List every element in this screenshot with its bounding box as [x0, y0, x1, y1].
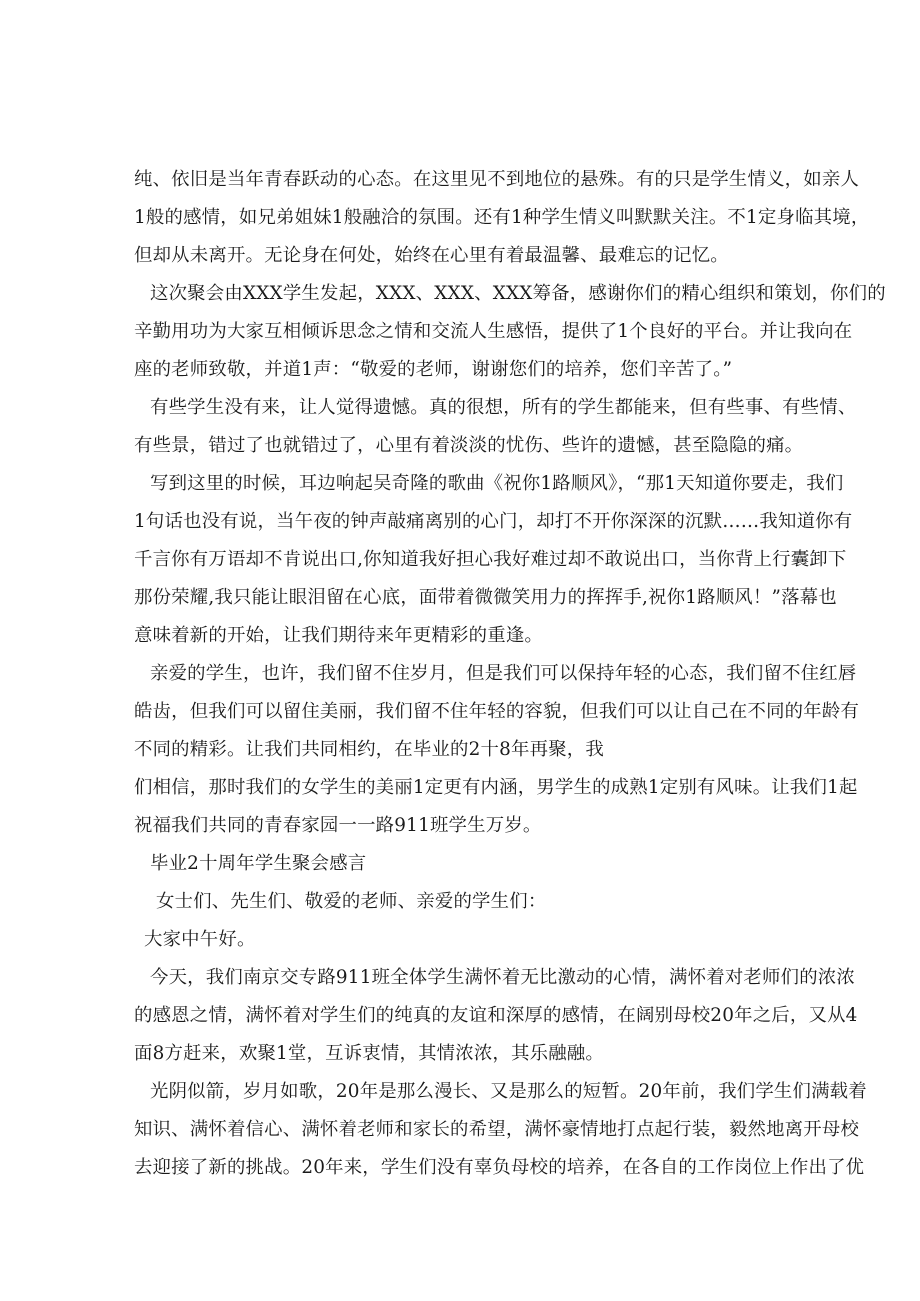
text-line: 们相信，那时我们的女学生的美丽1定更有内涵，男学生的成熟1定别有风味。让我们1起: [134, 777, 858, 798]
text-line: 纯、依旧是当年青春跃动的心态。在这里见不到地位的悬殊。有的只是学生情义，如亲人: [134, 169, 860, 190]
salutation: 女士们、先生们、敬爱的老师、亲爱的学生们：: [156, 891, 547, 912]
section-heading: 毕业2十周年学生聚会感言: [150, 853, 367, 874]
text-line: 面8方赶来，欢聚1堂，互诉衷情，其情浓浓，其乐融融。: [134, 1043, 604, 1064]
text-line: 意味着新的开始，让我们期待来年更精彩的重逢。: [134, 625, 543, 646]
text-line: 1句话也没有说，当午夜的钟声敲痛离别的心门，却打不开你深深的沉默……我知道你有: [134, 511, 853, 532]
text-line: 不同的精彩。让我们共同相约，在毕业的2十8年再聚，我: [134, 739, 604, 760]
text-line: 1般的感情，如兄弟姐妹1般融洽的氛围。还有1种学生情义叫默默关注。不1定身临其境，: [134, 207, 870, 228]
text-line: 但却从未离开。无论身在何处，始终在心里有着最温馨、最难忘的记忆。: [134, 245, 729, 266]
text-line: 座的老师致敬，并道1声：“敬爱的老师，谢谢您们的培养，您们辛苦了。”: [134, 359, 733, 380]
text-line: 千言你有万语却不肯说出口,你知道我好担心我好难过却不敢说出口，当你背上行囊卸下: [134, 549, 847, 570]
paragraph-first-line: 光阴似箭，岁月如歌，20年是那么漫长、又是那么的短暂。20年前，我们学生们满载着: [150, 1081, 867, 1102]
text-line: 的感恩之情，满怀着对学生们的纯真的友谊和深厚的感情，在阔别母校20年之后，又从4: [134, 1005, 858, 1026]
text-line: 去迎接了新的挑战。20年来，学生们没有辜负母校的培养，在各自的工作岗位上作出了优: [134, 1157, 865, 1178]
paragraph-first-line: 今天，我们南京交专路911班全体学生满怀着无比激动的心情，满怀着对老师们的浓浓: [150, 967, 855, 988]
text-line: 辛勤用功为大家互相倾诉思念之情和交流人生感悟，提供了1个良好的平台。并让我向在: [134, 321, 853, 342]
paragraph-first-line: 这次聚会由XXX学生发起，XXX、XXX、XXX筹备，感谢你们的精心组织和策划，你们的: [150, 283, 886, 304]
greeting: 大家中午好。: [144, 929, 256, 950]
text-line: 那份荣耀,我只能让眼泪留在心底，面带着微微笑用力的挥挥手,祝你1路顺风！”落幕也: [134, 587, 837, 608]
paragraph-first-line: 写到这里的时候，耳边响起吴奇隆的歌曲《祝你1路顺风》，“那1天知道你要走，我们: [150, 473, 844, 494]
paragraph-first-line: 有些学生没有来，让人觉得遗憾。真的很想，所有的学生都能来，但有些事、有些情、: [150, 397, 857, 418]
text-line: 有些景，错过了也就错过了，心里有着淡淡的忧伤、些许的遗憾，甚至隐隐的痛。: [134, 435, 804, 456]
text-line: 皓齿，但我们可以留住美丽，我们留不住年轻的容貌，但我们可以让自己在不同的年龄有: [134, 701, 860, 722]
paragraph-first-line: 亲爱的学生，也许，我们留不住岁月，但是我们可以保持年轻的心态，我们留不住红唇: [150, 663, 857, 684]
text-line: 知识、满怀着信心、满怀着老师和家长的希望，满怀豪情地打点起行装，毅然地离开母校: [134, 1119, 860, 1140]
text-line: 祝福我们共同的青春家园一一路911班学生万岁。: [134, 815, 542, 836]
